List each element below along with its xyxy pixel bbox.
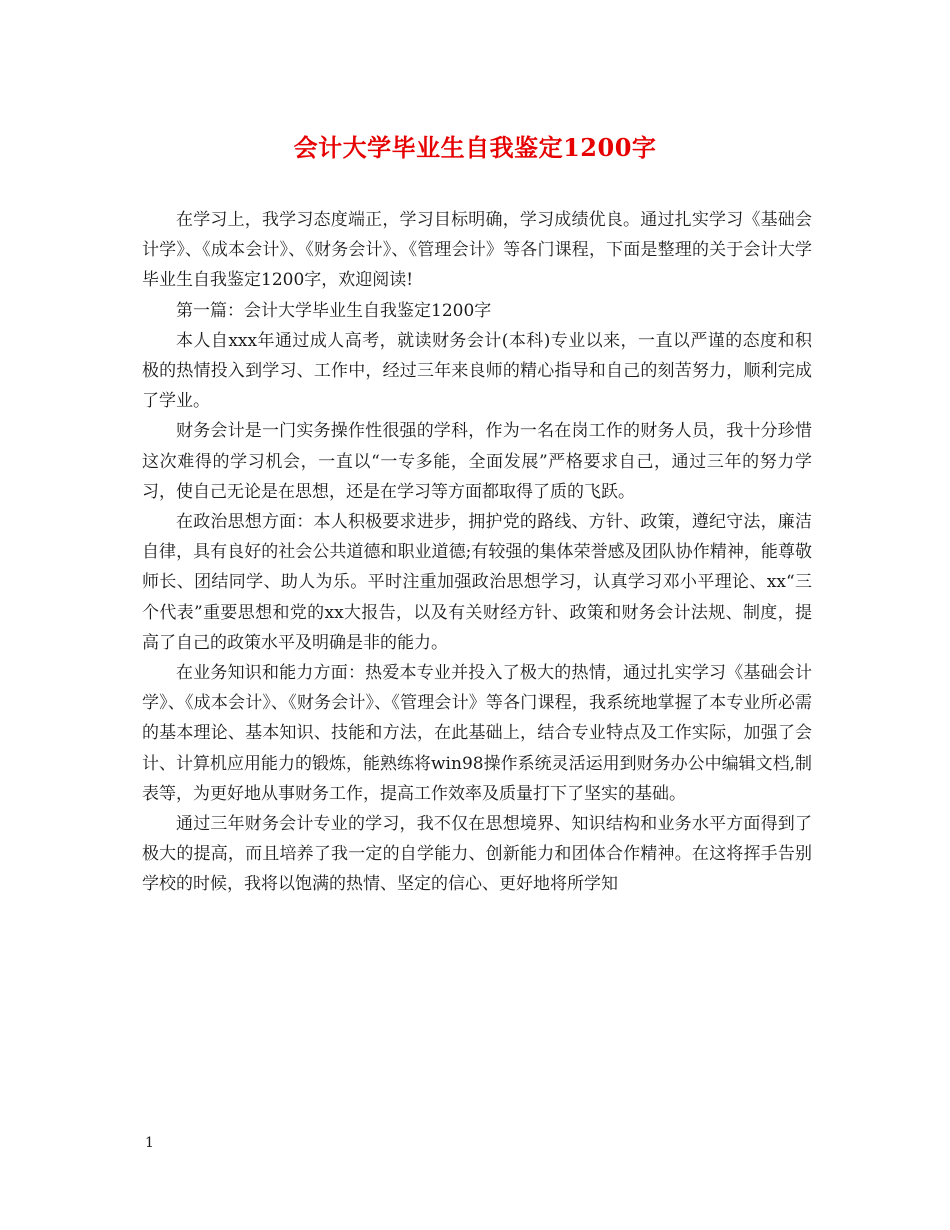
paragraph-section-heading: 第一篇：会计大学毕业生自我鉴定1200字 (176, 300, 492, 321)
page-number: 1 (145, 1135, 154, 1151)
paragraph-political-thought: 在政治思想方面：本人积极要求进步，拥护党的路线、方针、政策，遵纪守法，廉洁自律，具有良好的社会公共道德和职业道德;有较强的集体荣誉感及团队协作精神，能尊敬师长、团结同学、助人为乐。平时注重加强政治思想学习，认真学习邓小平理论、xx“三个代表”重要思想和党的xx大报告，以及有关财经方针、政策和财务会计法规、制度，提高了自己的政策水平及明确是非的能力。 (142, 512, 812, 653)
paragraph-intro: 在学习上，我学习态度端正，学习目标明确，学习成绩优良。通过扎实学习《基础会计学》、《成本会计》、《财务会计》、《管理会计》等各门课程，下面是整理的关于会计大学毕业生自我鉴定1200字，欢迎阅读! (142, 210, 812, 291)
paragraph-professional-skills: 在业务知识和能力方面：热爱本专业并投入了极大的热情，通过扎实学习《基础会计学》、《成本会计》、《财务会计》、《管理会计》等各门课程，我系统地掌握了本专业所必需的基本理论、基本知识、技能和方法，在此基础上，结合专业特点及工作实际，加强了会计、计算机应用能力的锻炼，能熟练将win98操作系统灵活运用到财务办公中编辑文档,制表等，为更好地从事财务工作，提高工作效率及质量打下了坚实的基础。 (142, 663, 812, 804)
paragraph-summary: 通过三年财务会计专业的学习，我不仅在思想境界、知识结构和业务水平方面得到了极大的提高，而且培养了我一定的自学能力、创新能力和团体合作精神。在这将挥手告别学校的时候，我将以饱满的热情、坚定的信心、更好地将所学知 (142, 814, 812, 895)
document-body (142, 205, 812, 900)
paragraph-study-opportunity: 财务会计是一门实务操作性很强的学科，作为一名在岗工作的财务人员，我十分珍惜这次难得的学习机会，一直以“一专多能，全面发展”严格要求自己，通过三年的努力学习，使自己无论是在思想，还是在学习等方面都取得了质的飞跃。 (142, 421, 812, 502)
paragraph-background: 本人自xxx年通过成人高考，就读财务会计(本科)专业以来，一直以严谨的态度和积极的热情投入到学习、工作中，经过三年来良师的精心指导和自己的刻苦努力，顺利完成了学业。 (142, 330, 812, 412)
document-title: 会计大学毕业生自我鉴定1200字 (293, 133, 657, 162)
